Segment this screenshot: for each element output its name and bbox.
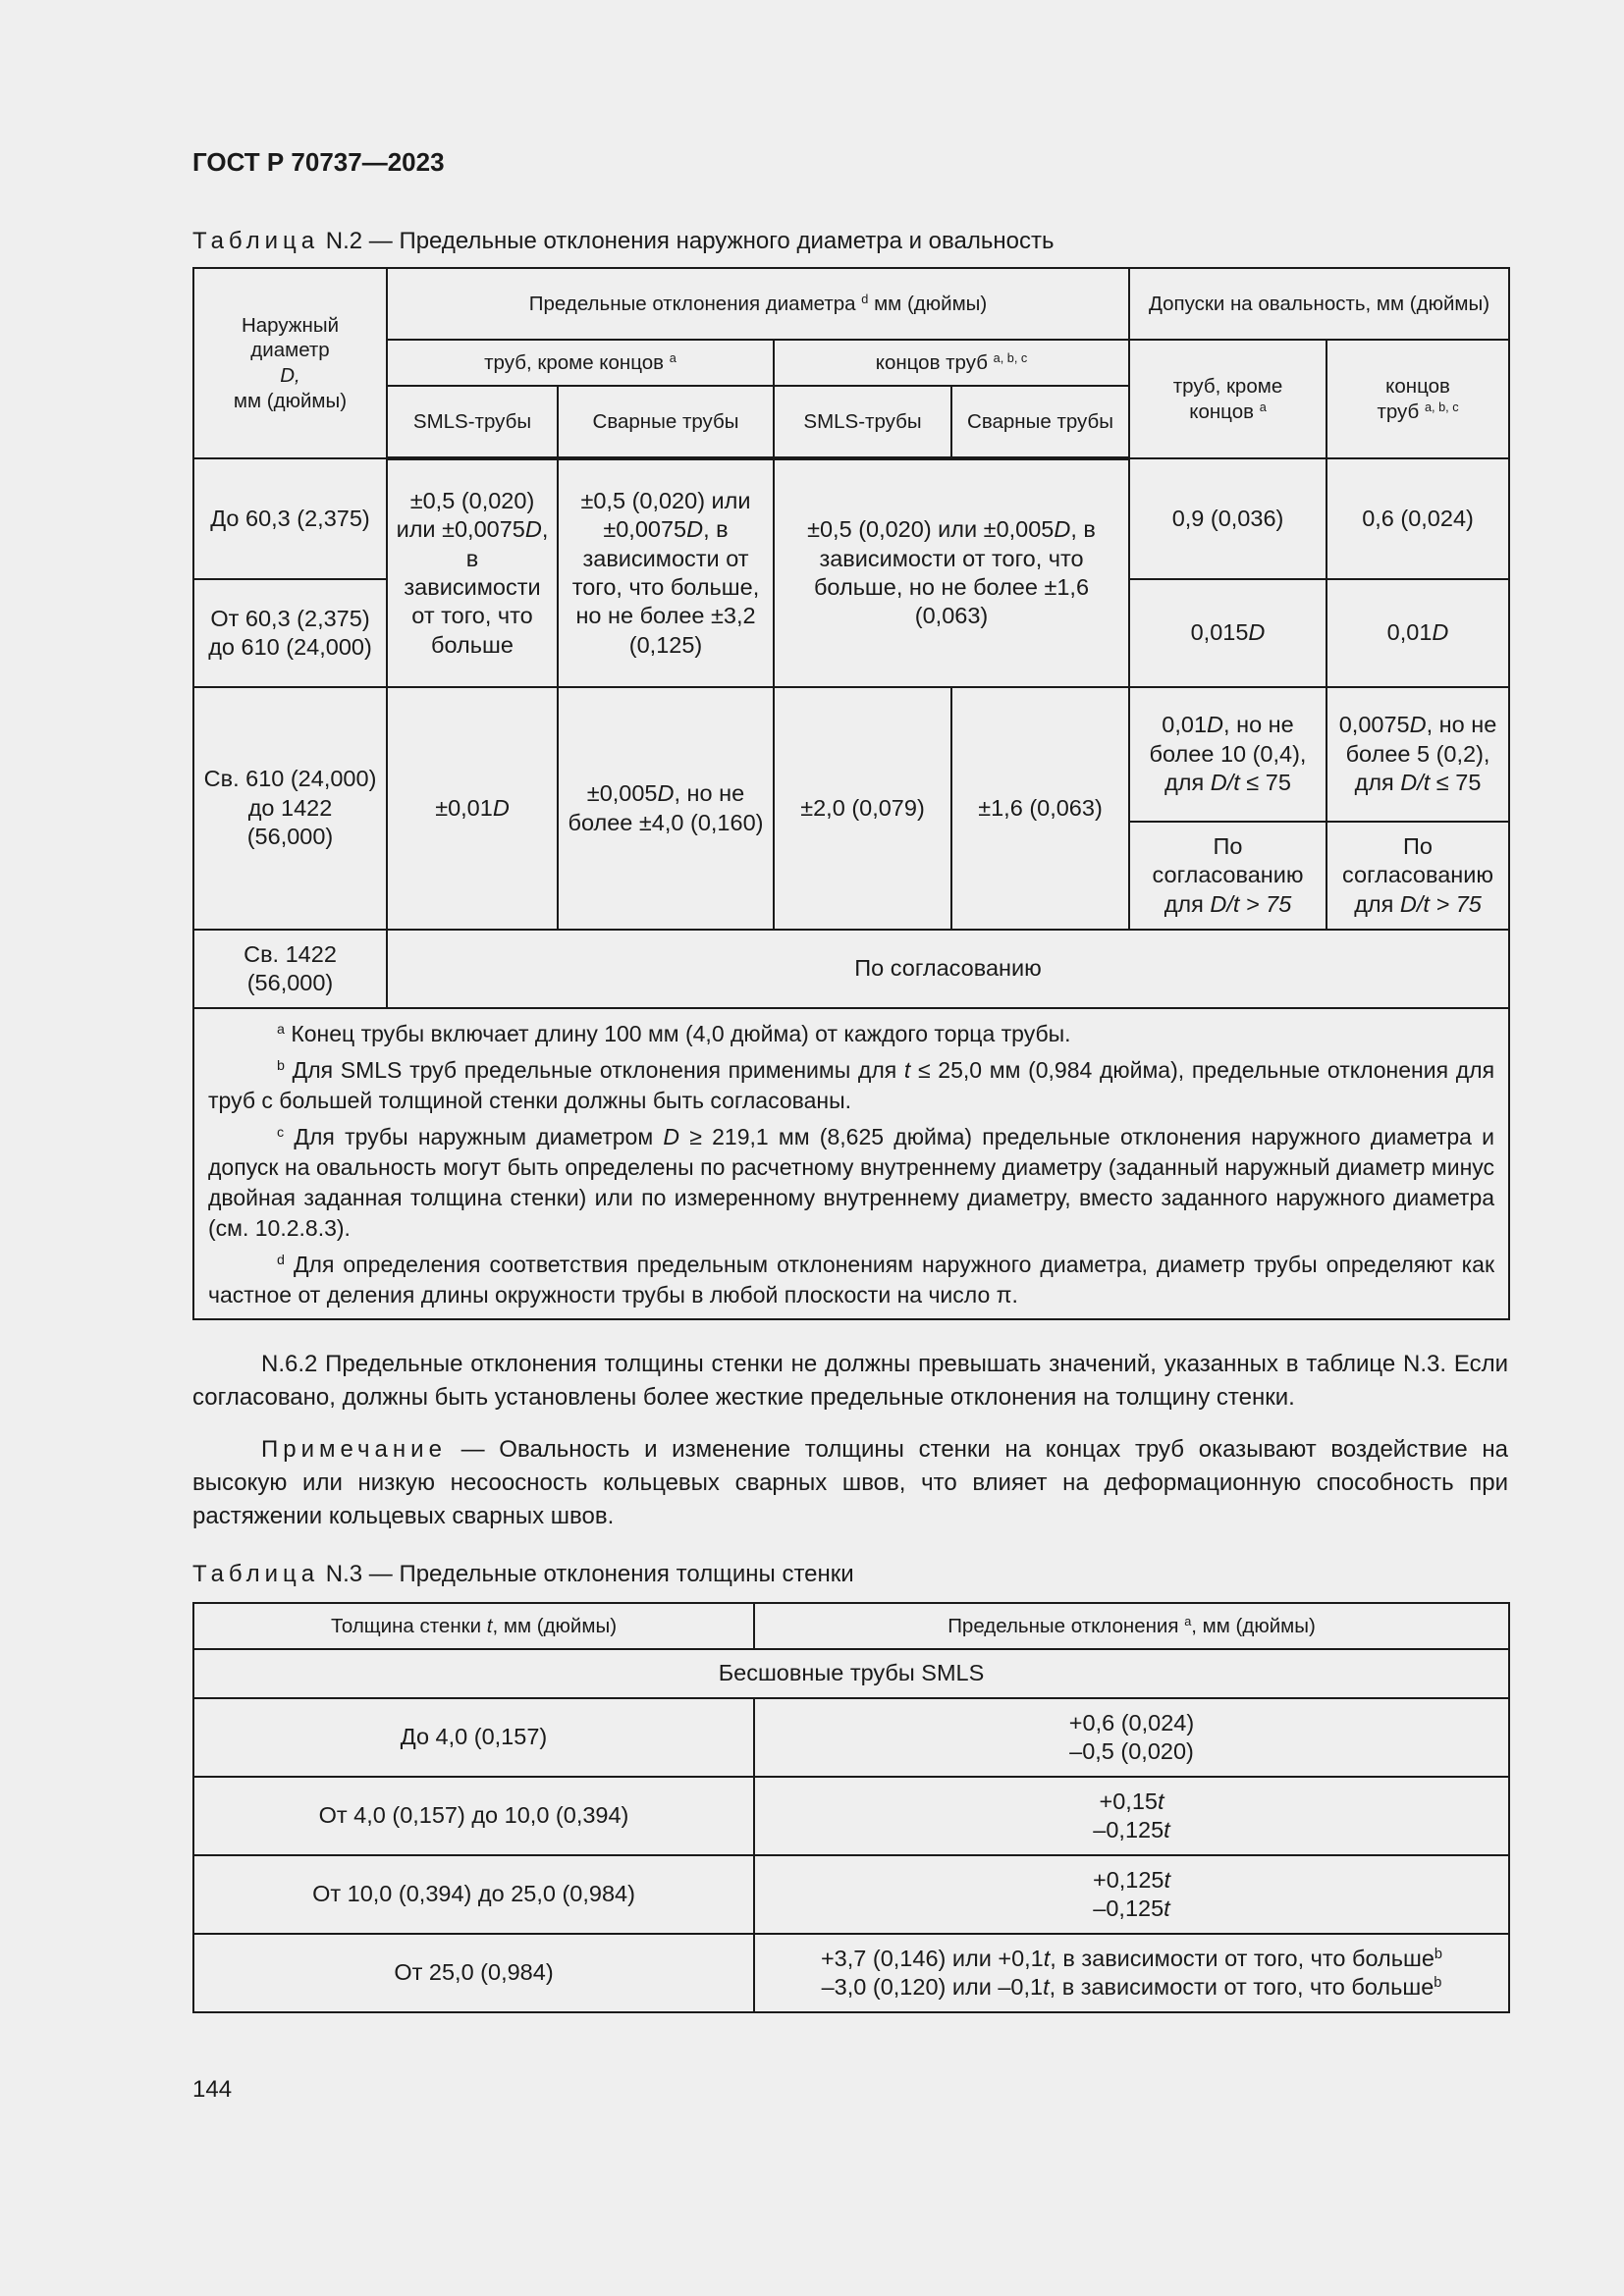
cell-smls-deviation: ±0,5 (0,020) или ±0,0075D, в зависимости от того, что больше (387, 458, 558, 687)
cell-ovality-ends: 0,01D (1326, 579, 1509, 687)
cell-welded-deviation: ±0,5 (0,020) или ±0,0075D, в зависимости от того, что больше, но не более ±3,2 (0,125) (558, 458, 774, 687)
header-welded: Сварные трубы (558, 386, 774, 458)
table-footnotes (193, 1008, 1509, 1319)
row-diameter: Св. 610 (24,000) до 1422 (56,000) (193, 687, 387, 930)
caption-text: N.3 — Предельные отклонения толщины стенки (319, 1561, 854, 1587)
cell-ovality-pipes: 0,9 (0,036) (1129, 458, 1326, 579)
cell-ovality-ends: По согласованию для D/t > 75 (1326, 822, 1509, 930)
cell-by-agreement: По согласованию (387, 930, 1509, 1008)
header-smls-ends: SMLS-трубы (774, 386, 951, 458)
note-label: Примечание (261, 1436, 447, 1463)
header-diameter-deviations: Предельные отклонения диаметра $^d$ мм (дюймы) (387, 268, 1129, 340)
cell-ovality-pipes: По согласованию для D/t > 75 (1129, 822, 1326, 930)
cell-deviation: +3,7 (0,146) или +0,1t, в зависимости от того, что больше$^b$ –3,0 (0,120) или –0,1t, в зависимости от того, что больше$^b$ (754, 1934, 1509, 2012)
paragraph-n62: N.6.2 Предельные отклонения толщины стенки не должны превышать значений, указанных в таблице N.3. Если согласовано, должны быть установлены более жесткие предельные отклонения на толщину стенки. (192, 1351, 1508, 1412)
caption-word: Таблица (192, 1561, 320, 1587)
row-diameter: Св. 1422 (56,000) (193, 930, 387, 1008)
header-welded-ends: Сварные трубы (951, 386, 1129, 458)
cell-thickness: От 10,0 (0,394) до 25,0 (0,984) (193, 1855, 754, 1934)
header-ovality-ends: концов труб $^{a, b, c}$ (1326, 340, 1509, 458)
header-pipes-except-ends: труб, кроме концов $^a$ (387, 340, 774, 386)
header-ovality-pipes: труб, кроме концов $^a$ (1129, 340, 1326, 458)
cell-deviation: +0,15t –0,125t (754, 1777, 1509, 1855)
group-seamless: Бесшовные трубы SMLS (193, 1649, 1509, 1698)
cell-ends-deviation: ±0,5 (0,020) или ±0,005D, в зависимости от того, что больше, но не более ±1,6 (0,063) (774, 458, 1129, 687)
cell-deviation: +0,6 (0,024) –0,5 (0,020) (754, 1698, 1509, 1777)
footnote-b: $^b$ Для SMLS труб предельные отклонения применимы для t ≤ 25,0 мм (0,984 дюйма), предельные отклонения для труб с большей толщиной стенки должны быть согласованы. (208, 1057, 1495, 1114)
cell-thickness: До 4,0 (0,157) (193, 1698, 754, 1777)
footnote-d: $^d$ Для определения соответствия предельным отклонениям наружного диаметра, диаметр трубы определяют как частное от деления длины окружности трубы в любой плоскости на число π. (208, 1252, 1495, 1308)
cell-ovality-ends: 0,0075D, но не более 5 (0,2), для D/t ≤ 75 (1326, 687, 1509, 822)
cell-welded-deviation: ±0,005D, но не более ±4,0 (0,160) (558, 687, 774, 930)
table-n2-caption (192, 228, 1054, 255)
cell-ovality-pipes: 0,015D (1129, 579, 1326, 687)
table-n2 (192, 267, 1510, 1320)
note-text: — Овальность и изменение толщины стенки на концах труб оказывают воздействие на высокую или низкую несоосность кольцевых сварных швов, что влияет на деформационную способность при растяжении кольцевых сварных швов. (192, 1436, 1508, 1530)
table-n3-caption (192, 1561, 854, 1588)
footnote-a: $^a$ Конец трубы включает длину 100 мм (4,0 дюйма) от каждого торца трубы. (277, 1021, 1071, 1046)
cell-ovality-pipes: 0,01D, но не более 10 (0,4), для D/t ≤ 75 (1129, 687, 1326, 822)
note-paragraph (192, 1433, 1508, 1533)
cell-smls-deviation: ±0,01D (387, 687, 558, 930)
header-pipe-ends: концов труб $^{a, b, c}$ (774, 340, 1129, 386)
page-number: 144 (192, 2076, 233, 2103)
header-outer-diameter: Наружный диаметр D, мм (дюймы) (193, 268, 387, 458)
table-n3 (192, 1602, 1510, 2013)
row-diameter: До 60,3 (2,375) (193, 458, 387, 579)
header-ovality: Допуски на овальность, мм (дюймы) (1129, 268, 1509, 340)
cell-thickness: От 25,0 (0,984) (193, 1934, 754, 2012)
header-thickness-deviations: Предельные отклонения $^a$, мм (дюймы) (754, 1603, 1509, 1649)
cell-ends-smls-deviation: ±2,0 (0,079) (774, 687, 951, 930)
row-diameter: От 60,3 (2,375) до 610 (24,000) (193, 579, 387, 687)
cell-ends-welded-deviation: ±1,6 (0,063) (951, 687, 1129, 930)
cell-ovality-ends: 0,6 (0,024) (1326, 458, 1509, 579)
caption-word: Таблица (192, 228, 320, 254)
cell-deviation: +0,125t –0,125t (754, 1855, 1509, 1934)
footnote-c: $^c$ Для трубы наружным диаметром D ≥ 219,1 мм (8,625 дюйма) предельные отклонения наружного диаметра и допуск на овальность могут быть определены по расчетному внутреннему диаметру (заданный наружный диаметр минус двойная заданная толщина стенки) или по измеренному внутреннему диаметру, вместо заданного наружного диаметра (см. 10.2.8.3). (208, 1124, 1495, 1242)
cell-thickness: От 4,0 (0,157) до 10,0 (0,394) (193, 1777, 754, 1855)
header-smls: SMLS-трубы (387, 386, 558, 458)
header-wall-thickness: Толщина стенки t, мм (дюймы) (193, 1603, 754, 1649)
caption-text: N.2 — Предельные отклонения наружного диаметра и овальность (319, 228, 1055, 254)
document-header: ГОСТ Р 70737—2023 (192, 147, 445, 177)
